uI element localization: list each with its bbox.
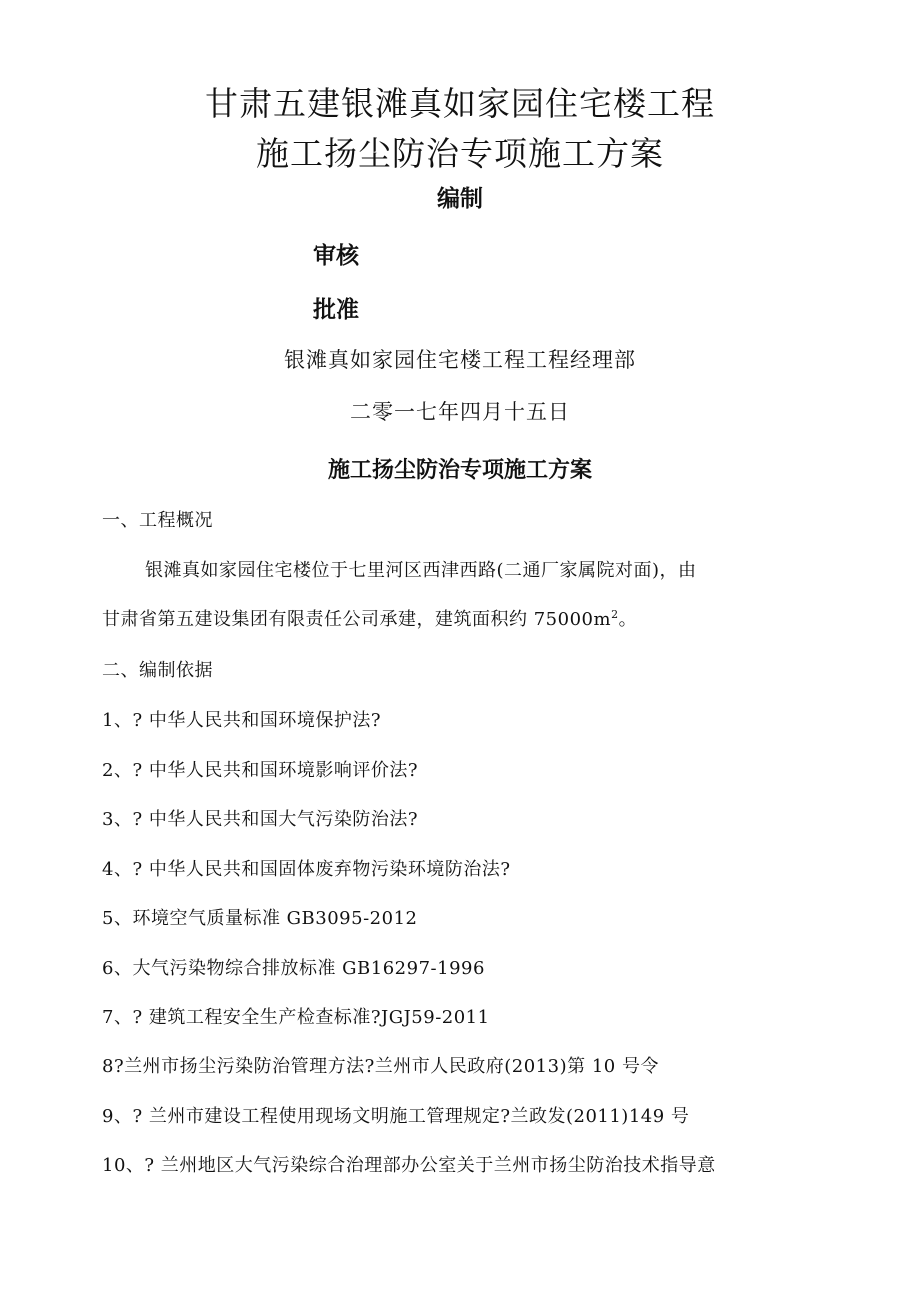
basis-item: 8?兰州市扬尘污染防治管理方法?兰州市人民政府(2013)第 10 号令: [102, 1056, 659, 1077]
section1-para-line2: [102, 605, 637, 631]
cover-date: 二零一七年四月十五日: [350, 400, 570, 424]
section-heading: 施工扬尘防治专项施工方案: [327, 458, 592, 483]
basis-item: 7、? 建筑工程安全生产检查标准?JGJ59-2011: [102, 1007, 490, 1028]
section1-para-text: 甘肃省第五建设集团有限责任公司承建，建筑面积约 75000m: [102, 609, 612, 630]
basis-item: 1、? 中华人民共和国环境保护法?: [102, 710, 381, 731]
basis-item: 5、环境空气质量标准 GB3095-2012: [102, 908, 418, 929]
section1-para-end: 。: [618, 609, 638, 630]
area-superscript: 2: [611, 608, 619, 621]
section2-title: 二、编制依据: [102, 660, 213, 681]
basis-item: 10、? 兰州地区大气污染综合治理部办公室关于兰州市扬尘防治技术指导意: [102, 1155, 716, 1176]
approve-label: 批准: [313, 297, 359, 323]
review-label: 审核: [313, 243, 359, 269]
basis-item: 6、大气污染物综合排放标准 GB16297-1996: [102, 958, 485, 979]
cover-title-line2: 施工扬尘防治专项施工方案: [256, 134, 664, 173]
basis-item: 2、? 中华人民共和国环境影响评价法?: [102, 760, 418, 781]
department-name: 银滩真如家园住宅楼工程工程经理部: [284, 348, 636, 372]
section1-para-line1: 银滩真如家园住宅楼位于七里河区西津西路(二通厂家属院对面)，由: [145, 560, 697, 581]
basis-item: 3、? 中华人民共和国大气污染防治法?: [102, 809, 418, 830]
basis-item: 9、? 兰州市建设工程使用现场文明施工管理规定?兰政发(2011)149 号: [102, 1106, 690, 1127]
compile-label: 编制: [437, 186, 483, 212]
cover-title-line1: 甘肃五建银滩真如家园住宅楼工程: [205, 84, 715, 123]
section1-title: 一、工程概况: [102, 510, 213, 531]
basis-item: 4、? 中华人民共和国固体废弃物污染环境防治法?: [102, 859, 511, 880]
